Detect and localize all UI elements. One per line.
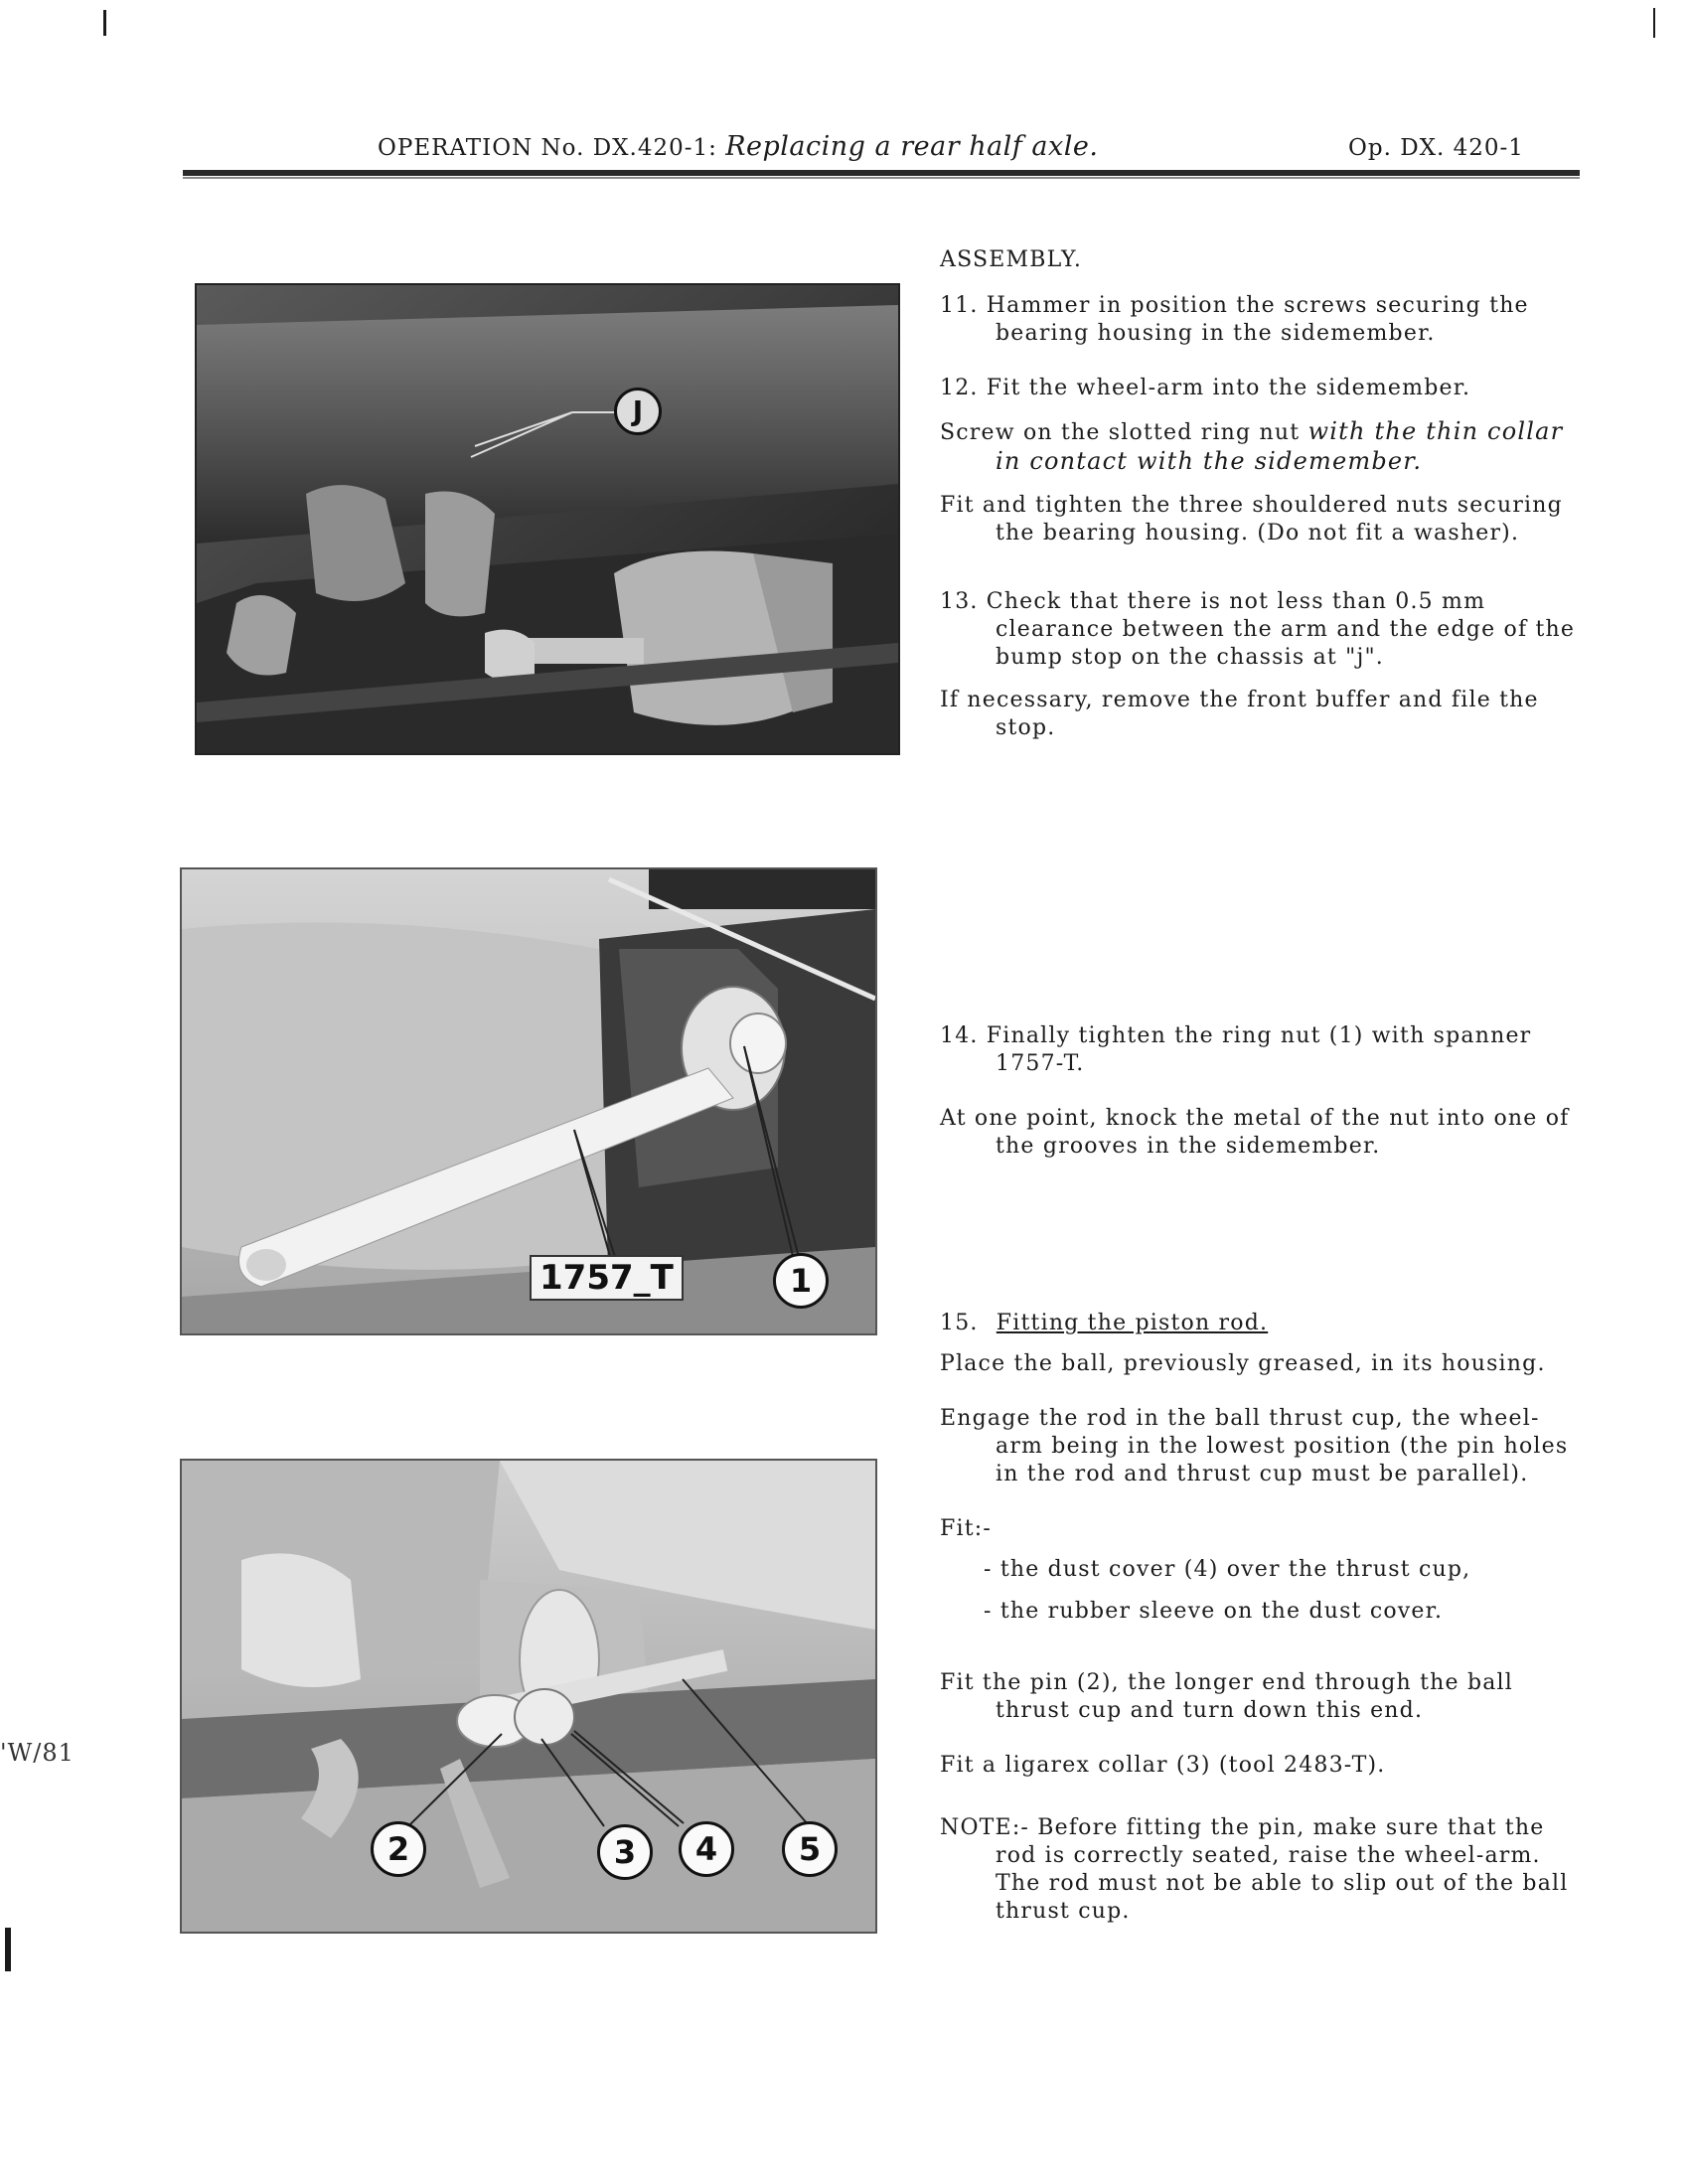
callout-2: 2 — [371, 1821, 426, 1877]
photo-bump-stop — [195, 283, 900, 755]
step-14-section — [940, 1022, 1586, 1161]
scan-mark — [103, 10, 106, 36]
bullet-dust-cover: - the dust cover (4) over the thrust cup, — [984, 1557, 1471, 1582]
engage-instruction: Engage the rod in the ball thrust cup, the wheel-arm being in the lowest position (the pin holes in the rod and thrust cup must be parallel). — [940, 1406, 1569, 1486]
step-15-title: Fitting the piston rod. — [996, 1311, 1269, 1335]
step-12: 12. Fit the wheel-arm into the sidemember. — [940, 376, 1471, 400]
if-necessary-instruction: If necessary, remove the front buffer and file the stop. — [940, 688, 1539, 740]
screw-instruction — [940, 417, 1586, 477]
scan-mark — [1653, 8, 1655, 38]
fit-pin-instruction: Fit the pin (2), the longer end through the ball thrust cup and turn down this end. — [940, 1670, 1514, 1723]
operation-title: Replacing a rear half axle. — [725, 131, 1099, 162]
step-15-heading — [940, 1310, 1586, 1337]
step-15-number: 15. — [940, 1311, 979, 1335]
callout-j: J — [614, 388, 662, 435]
step-14: 14. Finally tighten the ring nut (1) with spanner 1757-T. — [940, 1023, 1532, 1076]
scan-mark — [5, 1928, 11, 1971]
op-code: Op. DX. 420-1 — [1348, 135, 1524, 161]
knock-instruction: At one point, knock the metal of the nut into one of the grooves in the sidemember. — [940, 1106, 1570, 1159]
header-rule — [183, 170, 1580, 176]
callout-1757-t: 1757_T — [530, 1255, 684, 1301]
fit-label: Fit:- — [940, 1516, 992, 1541]
fit-tighten-instruction: Fit and tighten the three shouldered nuts securing the bearing housing. (Do not fit a washer). — [940, 493, 1563, 546]
operation-number: OPERATION No. DX.420-1: — [378, 135, 717, 161]
callout-5: 5 — [782, 1821, 838, 1877]
callout-3: 3 — [597, 1824, 653, 1880]
screw-instruction-text: Screw on the slotted ring nut — [940, 420, 1308, 445]
photo-piston-rod — [180, 1459, 877, 1934]
place-instruction: Place the ball, previously greased, in its housing. — [940, 1351, 1546, 1376]
margin-note: 'W/81 — [0, 1739, 75, 1767]
bullet-rubber-sleeve: - the rubber sleeve on the dust cover. — [984, 1599, 1444, 1624]
callout-4: 4 — [679, 1821, 734, 1877]
assembly-heading: ASSEMBLY. — [940, 247, 1083, 272]
fit-collar-instruction: Fit a ligarex collar (3) (tool 2483-T). — [940, 1753, 1386, 1778]
photo-spanner — [180, 867, 877, 1335]
step-13: 13. Check that there is not less than 0.5 mm clearance between the arm and the edge of the bump stop on the chassis at "j". — [940, 589, 1576, 670]
note: NOTE:- Before fitting the pin, make sure that the rod is correctly seated, raise the wheel-arm. The rod must not be able to slip out of the ball thrust cup. — [940, 1815, 1569, 1924]
operation-header — [378, 131, 1098, 162]
callout-1: 1 — [773, 1253, 829, 1309]
screw-instruction-italic: with the thin collar in contact with the sidemember. — [996, 417, 1564, 475]
header-rule-shadow — [183, 177, 1580, 179]
step-15-section — [940, 1310, 1586, 1926]
assembly-section — [940, 246, 1586, 742]
step-11: 11. Hammer in position the screws securing the bearing housing in the sidemember. — [940, 293, 1529, 346]
